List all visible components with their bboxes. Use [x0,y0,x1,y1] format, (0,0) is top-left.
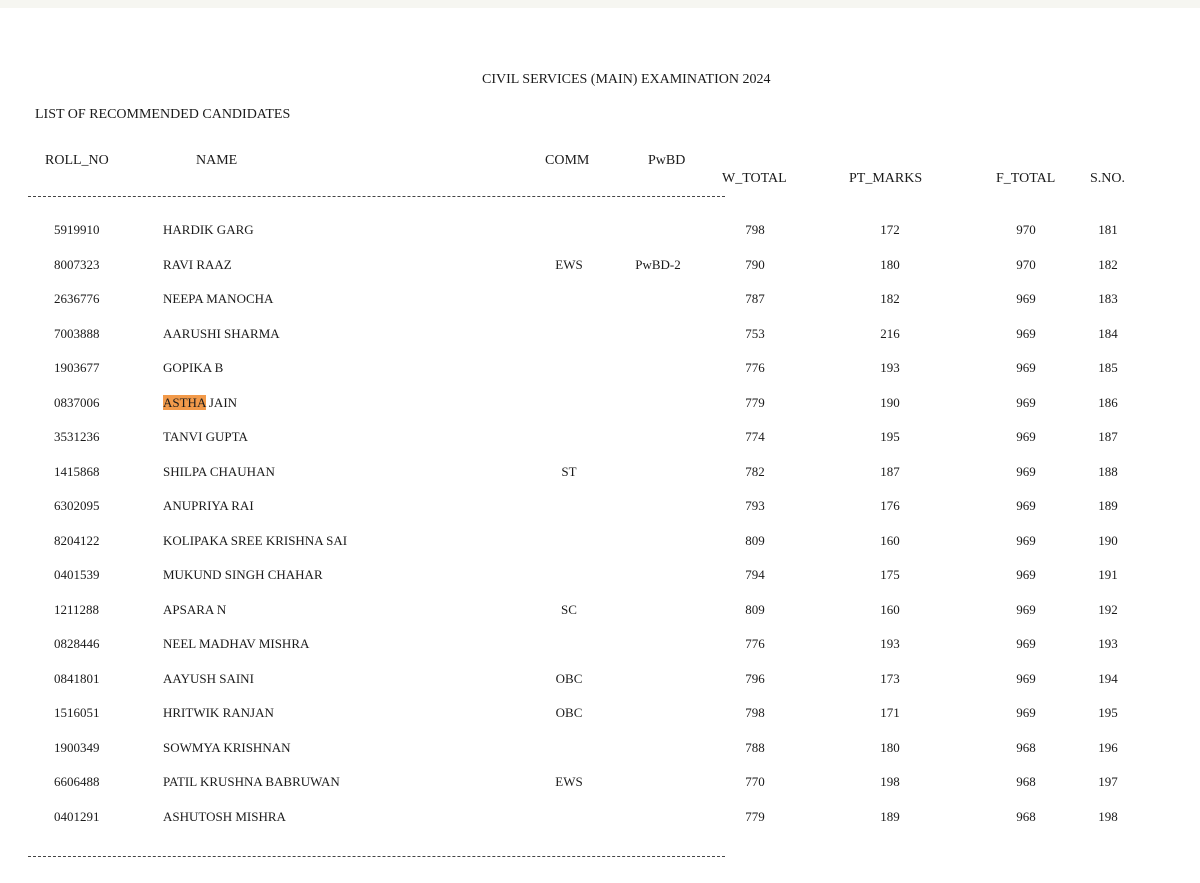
cell-name: PATIL KRUSHNA BABRUWAN [163,774,340,789]
cell-roll-no: 1211288 [54,602,100,617]
cell-name: APSARA N [163,602,227,617]
cell-roll-no: 1900349 [54,740,100,755]
cell-w-total: 796 [745,671,765,686]
cell-roll-no: 2636776 [54,291,100,306]
cell-w-total: 770 [745,774,765,789]
cell-sno: 194 [1098,671,1118,686]
cell-comm: ST [561,464,577,479]
cell-f-total: 969 [1016,291,1036,306]
cell-roll-no: 1516051 [54,705,100,720]
footer-divider [28,856,725,857]
cell-f-total: 969 [1016,395,1036,410]
cell-pt-marks: 216 [880,326,900,341]
highlighted-text: ASTHA [163,395,206,410]
cell-pt-marks: 171 [880,705,900,720]
cell-sno: 198 [1098,809,1118,824]
cell-pt-marks: 193 [880,636,900,651]
cell-name: RAVI RAAZ [163,257,232,272]
cell-sno: 192 [1098,602,1118,617]
cell-roll-no: 1903677 [54,360,100,375]
header-pwbd: PwBD [648,153,686,168]
cell-sno: 184 [1098,326,1118,341]
cell-sno: 195 [1098,705,1118,720]
cell-sno: 185 [1098,360,1118,375]
cell-w-total: 809 [745,602,765,617]
cell-sno: 188 [1098,464,1118,479]
cell-comm: OBC [555,671,583,686]
cell-roll-no: 7003888 [54,326,100,341]
document-subtitle: LIST OF RECOMMENDED CANDIDATES [35,107,291,122]
cell-w-total: 790 [745,257,765,272]
cell-w-total: 788 [745,740,765,755]
cell-sno: 181 [1098,222,1118,237]
cell-w-total: 798 [745,705,765,720]
cell-f-total: 969 [1016,567,1036,582]
cell-roll-no: 6302095 [54,498,100,513]
cell-w-total: 753 [745,326,765,341]
cell-roll-no: 0841801 [54,671,100,686]
cell-roll-no: 0401539 [54,567,100,582]
document-title: CIVIL SERVICES (MAIN) EXAMINATION 2024 [482,72,771,87]
cell-name: HRITWIK RANJAN [163,705,274,720]
cell-name: MUKUND SINGH CHAHAR [163,567,323,582]
cell-f-total: 969 [1016,464,1036,479]
cell-sno: 182 [1098,257,1118,272]
cell-sno: 189 [1098,498,1118,513]
cell-comm: EWS [555,774,583,789]
cell-f-total: 969 [1016,636,1036,651]
cell-w-total: 809 [745,533,765,548]
cell-pt-marks: 176 [880,498,900,513]
cell-w-total: 793 [745,498,765,513]
cell-f-total: 968 [1016,809,1036,824]
cell-sno: 183 [1098,291,1118,306]
cell-f-total: 969 [1016,533,1036,548]
cell-w-total: 794 [745,567,765,582]
cell-name: TANVI GUPTA [163,429,248,444]
cell-f-total: 970 [1016,257,1036,272]
cell-pt-marks: 182 [880,291,900,306]
cell-roll-no: 5919910 [54,222,100,237]
cell-sno: 193 [1098,636,1118,651]
cell-name: ASHUTOSH MISHRA [163,809,286,824]
cell-sno: 190 [1098,533,1118,548]
cell-pt-marks: 198 [880,774,900,789]
cell-roll-no: 3531236 [54,429,100,444]
cell-w-total: 776 [745,360,765,375]
cell-f-total: 969 [1016,326,1036,341]
cell-f-total: 969 [1016,602,1036,617]
cell-w-total: 774 [745,429,765,444]
cell-roll-no: 0837006 [54,395,100,410]
cell-f-total: 969 [1016,705,1036,720]
cell-comm: EWS [555,257,583,272]
cell-pt-marks: 189 [880,809,900,824]
cell-f-total: 969 [1016,671,1036,686]
cell-roll-no: 8204122 [54,533,100,548]
cell-pt-marks: 190 [880,395,900,410]
cell-w-total: 787 [745,291,765,306]
cell-pt-marks: 195 [880,429,900,444]
cell-roll-no: 0401291 [54,809,100,824]
header-divider [28,196,725,197]
cell-pwbd: PwBD-2 [635,257,681,272]
cell-f-total: 968 [1016,774,1036,789]
cell-roll-no: 8007323 [54,257,100,272]
cell-name: GOPIKA B [163,360,224,375]
cell-comm: SC [561,602,577,617]
cell-w-total: 776 [745,636,765,651]
cell-f-total: 969 [1016,360,1036,375]
cell-name: ANUPRIYA RAI [163,498,254,513]
name-text: JAIN [205,395,238,410]
cell-pt-marks: 187 [880,464,900,479]
cell-name: SHILPA CHAUHAN [163,464,275,479]
header-comm: COMM [545,153,590,168]
cell-w-total: 782 [745,464,765,479]
cell-w-total: 779 [745,809,765,824]
header-roll-no: ROLL_NO [45,153,109,168]
cell-name: AAYUSH SAINI [163,671,254,686]
cell-comm: OBC [555,705,583,720]
cell-sno: 197 [1098,774,1118,789]
cell-name: HARDIK GARG [163,222,254,237]
cell-name [163,395,237,411]
cell-name: SOWMYA KRISHNAN [163,740,291,755]
cell-f-total: 969 [1016,429,1036,444]
header-sno: S.NO. [1090,171,1126,186]
cell-pt-marks: 193 [880,360,900,375]
cell-sno: 191 [1098,567,1118,582]
header-name: NAME [196,153,238,168]
cell-roll-no: 1415868 [54,464,100,479]
cell-pt-marks: 180 [880,740,900,755]
cell-pt-marks: 175 [880,567,900,582]
header-pt-marks: PT_MARKS [849,171,923,186]
cell-name: NEEPA MANOCHA [163,291,274,306]
cell-pt-marks: 160 [880,533,900,548]
cell-sno: 186 [1098,395,1118,410]
cell-roll-no: 6606488 [54,774,100,789]
cell-roll-no: 0828446 [54,636,100,651]
document-page [0,8,1200,883]
cell-sno: 196 [1098,740,1118,755]
cell-f-total: 969 [1016,498,1036,513]
cell-sno: 187 [1098,429,1118,444]
cell-w-total: 798 [745,222,765,237]
cell-pt-marks: 173 [880,671,900,686]
cell-pt-marks: 172 [880,222,900,237]
cell-f-total: 970 [1016,222,1036,237]
cell-f-total: 968 [1016,740,1036,755]
cell-name: NEEL MADHAV MISHRA [163,636,310,651]
cell-w-total: 779 [745,395,765,410]
header-f-total: F_TOTAL [996,171,1056,186]
cell-pt-marks: 180 [880,257,900,272]
cell-name: AARUSHI SHARMA [163,326,280,341]
cell-name: KOLIPAKA SREE KRISHNA SAI [163,533,348,548]
cell-pt-marks: 160 [880,602,900,617]
header-w-total: W_TOTAL [722,171,787,186]
